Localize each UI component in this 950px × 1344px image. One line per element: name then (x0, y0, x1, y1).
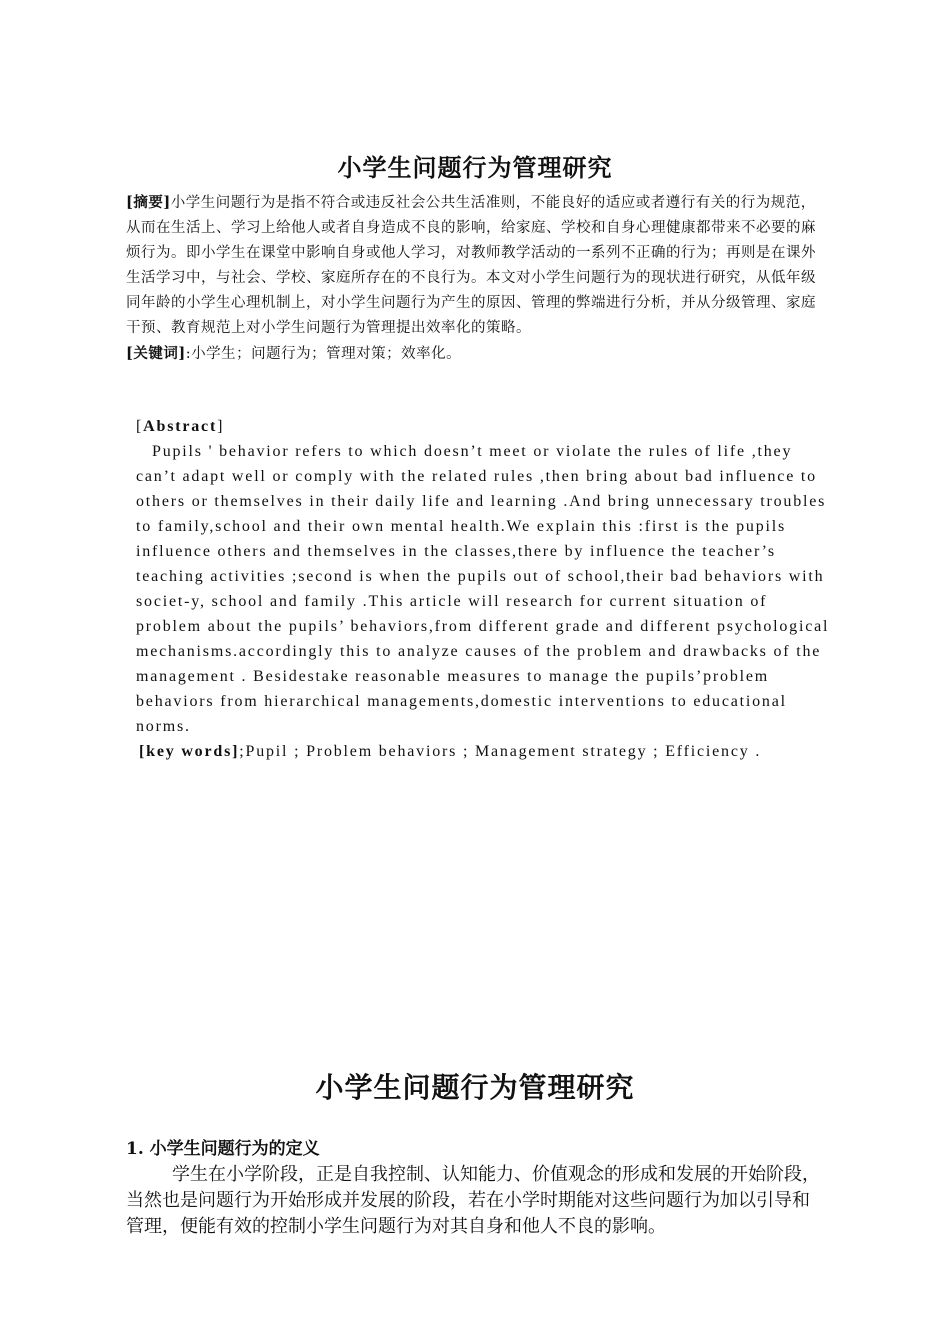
english-keywords (139, 739, 836, 764)
english-abstract (136, 414, 836, 764)
chinese-abstract (126, 190, 816, 367)
keywords-label: [关键词] (126, 345, 186, 362)
bracket-close: ] (217, 418, 225, 435)
english-abstract-body: Pupils ' behavior refers to which doesn’t meet or violate the rules of life ,they can’t adapt well or comply with the related rules ,then bring about bad influence to others or themselves in their daily life and learning .And bring unnecessary troubles to family,school and their own mental health.We explain this :first is the pupils influence others and themselves in the classes,there by influence the teacher’s teaching activities ;second is when the pupils out of school,their bad behaviors with societ-y, school and family .This article will research for current situation of problem about the pupils’ behaviors,from different grade and different psychological mechanisms.accordingly this to analyze causes of the problem and drawbacks of the management . Besidestake reasonable measures to manage the pupils’problem behaviors from hierarchical managements,domestic interventions to educational norms. (136, 443, 830, 735)
chinese-keywords (126, 341, 816, 367)
chinese-abstract-paragraph (126, 190, 816, 341)
english-keywords-label: [key words] (139, 743, 240, 760)
keywords-text: :小学生；问题行为；管理对策；效率化。 (185, 346, 462, 362)
section-1-heading: 1. 小学生问题行为的定义 (126, 1139, 320, 1159)
english-keywords-text: ;Pupil ; Problem behaviors ; Management strategy ; Efficiency . (239, 743, 762, 760)
section-1 (126, 1136, 826, 1240)
abstract-body: 小学生问题行为是指不符合或违反社会公共生活准则，不能良好的适应或者遵行有关的行为规范，从而在生活上、学习上给他人或者自身造成不良的影响，给家庭、学校和自身心理健康都带来不必要的麻烦行为。即小学生在课堂中影响自身或他人学习，对教师教学活动的一系列不正确的行为；再则是在课外生活学习中，与社会、学校、家庭所存在的不良行为。本文对小学生问题行为的现状进行研究，从低年级同年龄的小学生心理机制上，对小学生问题行为产生的原因、管理的弊端进行分析，并从分级管理、家庭干预、教育规范上对小学生问题行为管理提出效率化的策略。 (126, 195, 816, 336)
english-abstract-label: Abstract (143, 418, 218, 435)
abstract-label: [摘要] (126, 194, 171, 211)
cover-title: 小学生问题行为管理研究 (337, 153, 613, 182)
bracket-open: [ (136, 418, 144, 435)
main-title: 小学生问题行为管理研究 (315, 1071, 635, 1104)
english-abstract-heading (136, 414, 836, 439)
section-1-body: 学生在小学阶段，正是自我控制、认知能力、价值观念的形成和发展的开始阶段，当然也是问题行为开始形成并发展的阶段，若在小学时期能对这些问题行为加以引导和管理，便能有效的控制小学生问题行为对其自身和他人不良的影响。 (126, 1164, 820, 1237)
